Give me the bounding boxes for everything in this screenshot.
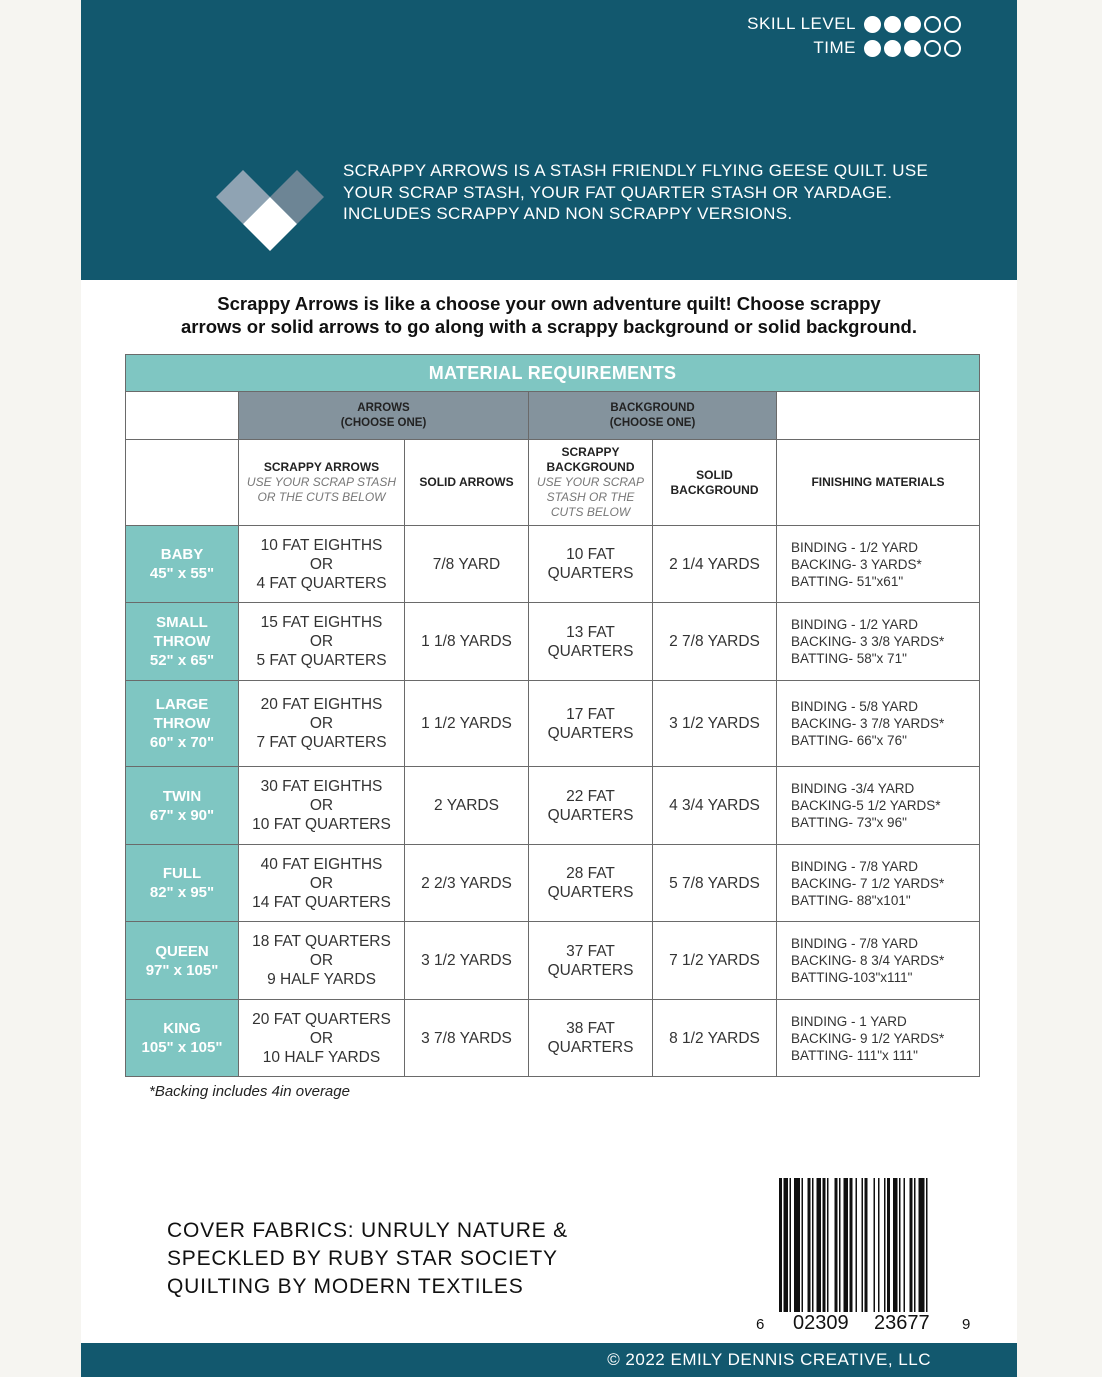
scrappy-background-cell-line: QUARTERS [547,724,634,742]
quilt-size-cell-line: 67" x 90" [149,806,215,824]
quilt-size-cell [126,845,239,922]
quilt-size-cell-line: 105" x 105" [141,1039,223,1056]
header-note: STASH OR THE [546,490,635,504]
intro-text [81,292,1017,338]
backing-footnote: *Backing includes 4in overage [149,1083,350,1100]
top-banner [81,0,1017,280]
quilt-size-cell [126,1000,239,1077]
group-label: ARROWS [357,401,410,414]
finishing-materials-cell-line: BINDING - 1 YARD [791,1013,907,1029]
quilt-size-cell [126,767,239,845]
solid-background-cell-line: 4 3/4 YARDS [669,797,760,814]
time-rating [813,38,961,58]
scrappy-background-cell [529,1000,653,1077]
header-label: BACKGROUND [670,482,759,497]
finishing-materials-cell-line: BINDING - 7/8 YARD [791,858,919,874]
barcode-bars [779,1178,928,1312]
scrappy-arrows-cell-line: 15 FAT EIGHTHS [260,614,383,631]
header-scrappy-background [529,440,653,526]
scrappy-arrows-cell [239,526,405,603]
empty-dot-icon [924,16,941,33]
barcode-right-digits: 23677 [874,1312,930,1334]
table-title: MATERIAL REQUIREMENTS [126,355,980,392]
scrappy-arrows-cell-line: OR [309,633,334,650]
cover-credits [167,1217,568,1301]
scrappy-background-cell-line: QUARTERS [547,1039,634,1056]
solid-arrows-cell [405,845,529,922]
scrappy-background-cell [529,526,653,603]
finishing-materials-cell-line: BACKING- 3 7/8 YARDS* [791,716,945,731]
empty-dot-icon [944,16,961,33]
background-group-header [529,392,777,440]
quilt-size-cell-line: BABY [160,546,204,563]
solid-background-cell [653,603,777,681]
barcode-icon [753,1176,973,1336]
solid-arrows-cell [405,922,529,1000]
scrappy-background-cell-line: 22 FAT [566,787,615,805]
table-row [126,922,980,1000]
quilt-size-cell [126,603,239,681]
finishing-materials-cell-line: BINDING - 7/8 YARD [791,936,919,951]
quilt-size-cell-line: THROW [153,715,211,732]
solid-arrows-cell-line: 1 1/2 YARDS [421,715,512,732]
filled-dot-icon [864,16,881,33]
barcode-check-digit: 9 [962,1316,971,1333]
copyright-footer: © 2022 EMILY DENNIS CREATIVE, LLC [81,1343,1017,1377]
finishing-materials-cell [777,603,980,681]
scrappy-arrows-cell-line: 18 FAT QUARTERS [252,933,391,950]
description-line: YOUR SCRAP STASH, YOUR FAT QUARTER STASH OR YARDAGE. [343,182,893,202]
pattern-back-cover [81,0,1017,1377]
solid-arrows-cell [405,681,529,767]
scrappy-arrows-cell-line: 5 FAT QUARTERS [256,652,387,669]
solid-background-cell-line: 5 7/8 YARDS [669,874,760,892]
group-sublabel: (CHOOSE ONE) [609,416,696,429]
description-line: SCRAPPY ARROWS IS A STASH FRIENDLY FLYING GEESE QUILT. USE [343,161,929,180]
quilt-size-cell-line: 82" x 95" [149,884,215,901]
solid-arrows-cell-line: 1 1/8 YARDS [421,633,512,650]
scrappy-background-cell [529,922,653,1000]
scrappy-arrows-cell-line: 20 FAT QUARTERS [252,1010,391,1028]
solid-background-cell-line: 2 7/8 YARDS [669,633,760,650]
scrappy-arrows-cell-line: OR [309,715,334,732]
header-solid-background [653,440,777,526]
barcode-left-digits: 02309 [793,1312,849,1334]
solid-background-cell [653,1000,777,1077]
filled-dot-icon [884,40,901,57]
finishing-materials-cell-line: BACKING- 3 YARDS* [791,556,922,572]
solid-arrows-cell-line: 2 2/3 YARDS [421,874,512,892]
finishing-materials-cell-line: BATTING- 51"x61" [791,573,904,589]
skill-level-label: SKILL LEVEL [747,14,856,33]
header-solid-arrows: SOLID ARROWS [405,440,529,526]
scrappy-background-cell-line: 37 FAT [566,942,615,960]
empty-cell [126,392,239,440]
scrappy-arrows-cell-line: 40 FAT EIGHTHS [260,855,383,873]
scrappy-arrows-cell-line: 14 FAT QUARTERS [252,893,391,911]
finishing-materials-cell-line: BATTING-103"x111" [791,970,913,985]
finishing-materials-cell [777,526,980,603]
header-note: OR THE CUTS BELOW [257,490,386,504]
scrappy-arrows-cell-line: 10 FAT EIGHTHS [260,536,383,554]
scrappy-background-cell-line: 10 FAT [566,546,615,563]
finishing-materials-cell [777,681,980,767]
time-label: TIME [813,38,856,57]
solid-arrows-cell-line: 3 1/2 YARDS [421,952,512,969]
arrows-group-header [239,392,529,440]
quilt-size-cell-line: TWIN [162,787,202,805]
scrappy-background-cell-line: QUARTERS [547,884,634,901]
solid-background-cell [653,767,777,845]
solid-arrows-cell [405,767,529,845]
scrappy-arrows-cell-line: 7 FAT QUARTERS [256,734,387,751]
filled-dot-icon [904,16,921,33]
finishing-materials-cell [777,767,980,845]
finishing-materials-cell-line: BATTING- 58"x 71" [791,651,907,666]
barcode-first-digit: 6 [756,1316,765,1333]
solid-background-cell [653,845,777,922]
solid-arrows-cell-line: 3 7/8 YARDS [421,1029,512,1047]
header-note: USE YOUR SCRAP STASH [246,475,397,489]
solid-background-cell-line: 7 1/2 YARDS [669,952,760,969]
credits-line: COVER FABRICS: UNRULY NATURE & [167,1219,568,1242]
solid-background-cell [653,922,777,1000]
table-row [126,526,980,603]
scrappy-background-cell-line: 28 FAT [566,865,615,882]
header-label: BACKGROUND [546,460,635,474]
solid-arrows-cell [405,526,529,603]
finishing-materials-cell-line: BACKING- 3 3/8 YARDS* [791,634,945,649]
intro-line: arrows or solid arrows to go along with a scrappy background or solid background. [181,316,917,337]
finishing-materials-cell-line: BINDING - 1/2 YARD [791,617,919,632]
empty-header-cell [126,440,239,526]
quilt-size-cell-line: 60" x 70" [149,734,215,751]
quilt-size-cell [126,681,239,767]
quilt-size-cell-line: 52" x 65" [149,652,215,669]
filled-dot-icon [904,40,921,57]
quilt-size-cell-line: KING [163,1020,201,1037]
quilt-size-cell-line: THROW [153,633,211,650]
scrappy-background-cell-line: 13 FAT [566,623,615,641]
quilt-size-cell-line: 97" x 105" [145,961,219,979]
solid-background-cell [653,681,777,767]
solid-arrows-cell [405,603,529,681]
credits-line: SPECKLED BY RUBY STAR SOCIETY [167,1247,558,1270]
scrappy-background-cell-line: QUARTERS [547,565,634,582]
solid-background-cell-line: 3 1/2 YARDS [669,715,760,732]
scrappy-arrows-cell-line: 4 FAT QUARTERS [256,574,387,592]
skill-level-rating [747,14,961,34]
table-row [126,767,980,845]
skill-level-dots [864,16,961,33]
pattern-description [343,160,963,225]
scrappy-arrows-cell-line: 10 HALF YARDS [262,1048,381,1066]
scrappy-arrows-cell [239,767,405,845]
scrappy-arrows-cell-line: 9 HALF YARDS [267,971,376,988]
description-line: INCLUDES SCRAPPY AND NON SCRAPPY VERSIONS. [343,204,793,223]
scrappy-arrows-cell-line: OR [309,797,334,814]
solid-background-cell-line: 8 1/2 YARDS [669,1029,760,1047]
finishing-materials-cell-line: BATTING- 111"x 111" [791,1047,918,1063]
scrappy-arrows-cell-line: 20 FAT EIGHTHS [260,696,383,713]
table-row [126,603,980,681]
table-row [126,1000,980,1077]
scrappy-arrows-cell-line: 30 FAT EIGHTHS [260,778,383,795]
scrappy-background-cell-line: 17 FAT [566,705,615,723]
finishing-materials-cell-line: BACKING- 7 1/2 YARDS* [791,875,945,891]
solid-arrows-cell-line: 2 YARDS [434,797,499,814]
solid-background-cell-line: 2 1/4 YARDS [669,555,760,573]
scrappy-arrows-cell-line: 10 FAT QUARTERS [252,816,391,833]
header-label: SCRAPPY ARROWS [263,460,380,474]
finishing-materials-cell [777,1000,980,1077]
scrappy-background-cell-line: QUARTERS [547,642,634,660]
credits-line: QUILTING BY MODERN TEXTILES [167,1275,524,1298]
header-label: SCRAPPY [561,445,620,459]
scrappy-arrows-cell-line: OR [309,952,334,969]
scrappy-background-cell [529,767,653,845]
finishing-materials-cell-line: BATTING- 66"x 76" [791,733,907,748]
time-dots [864,40,961,57]
scrappy-background-cell [529,845,653,922]
finishing-materials-cell-line: BINDING - 5/8 YARD [791,699,919,714]
header-label: SOLID [696,467,733,482]
finishing-materials-cell-line: BACKING-5 1/2 YARDS* [791,798,941,813]
header-scrappy-arrows [239,440,405,526]
scrappy-arrows-cell-line: OR [309,555,334,573]
finishing-materials-cell [777,845,980,922]
group-sublabel: (CHOOSE ONE) [340,416,427,429]
scrappy-arrows-cell [239,681,405,767]
finishing-materials-cell [777,922,980,1000]
table-row [126,845,980,922]
scrappy-arrows-cell-line: OR [309,874,334,892]
finishing-materials-cell-line: BACKING- 8 3/4 YARDS* [791,953,945,968]
scrappy-arrows-cell [239,603,405,681]
scrappy-arrows-cell [239,922,405,1000]
quilt-size-cell [126,526,239,603]
quilt-size-cell-line: SMALL [156,614,208,631]
empty-cell [777,392,980,440]
intro-line: Scrappy Arrows is like a choose your own adventure quilt! Choose scrappy [217,293,881,314]
quilt-size-cell [126,922,239,1000]
scrappy-arrows-cell [239,845,405,922]
scrappy-background-cell [529,603,653,681]
quilt-size-cell-line: LARGE [155,696,209,713]
material-requirements-table [125,354,980,1077]
header-note: CUTS BELOW [550,505,631,519]
empty-dot-icon [924,40,941,57]
diamond-logo-icon [216,170,326,252]
scrappy-background-cell-line: 38 FAT [566,1020,615,1037]
quilt-size-cell-line: 45" x 55" [149,565,215,582]
scrappy-background-cell [529,681,653,767]
header-note: USE YOUR SCRAP [536,475,645,489]
scrappy-background-cell-line: QUARTERS [547,961,634,979]
scrappy-arrows-cell-line: OR [309,1029,334,1047]
filled-dot-icon [884,16,901,33]
solid-arrows-cell-line: 7/8 YARD [432,555,501,573]
scrappy-arrows-cell [239,1000,405,1077]
finishing-materials-cell-line: BACKING- 9 1/2 YARDS* [791,1030,945,1046]
quilt-size-cell-line: FULL [162,865,202,882]
group-label: BACKGROUND [610,401,695,414]
empty-dot-icon [944,40,961,57]
scrappy-background-cell-line: QUARTERS [547,806,634,824]
header-finishing-materials: FINISHING MATERIALS [777,440,980,526]
filled-dot-icon [864,40,881,57]
finishing-materials-cell-line: BATTING- 73"x 96" [791,815,907,830]
finishing-materials-cell-line: BINDING -3/4 YARD [791,781,915,796]
finishing-materials-cell-line: BINDING - 1/2 YARD [791,539,919,555]
quilt-size-cell-line: QUEEN [155,942,209,960]
finishing-materials-cell-line: BATTING- 88"x101" [791,892,911,908]
table-row [126,681,980,767]
solid-arrows-cell [405,1000,529,1077]
solid-background-cell [653,526,777,603]
